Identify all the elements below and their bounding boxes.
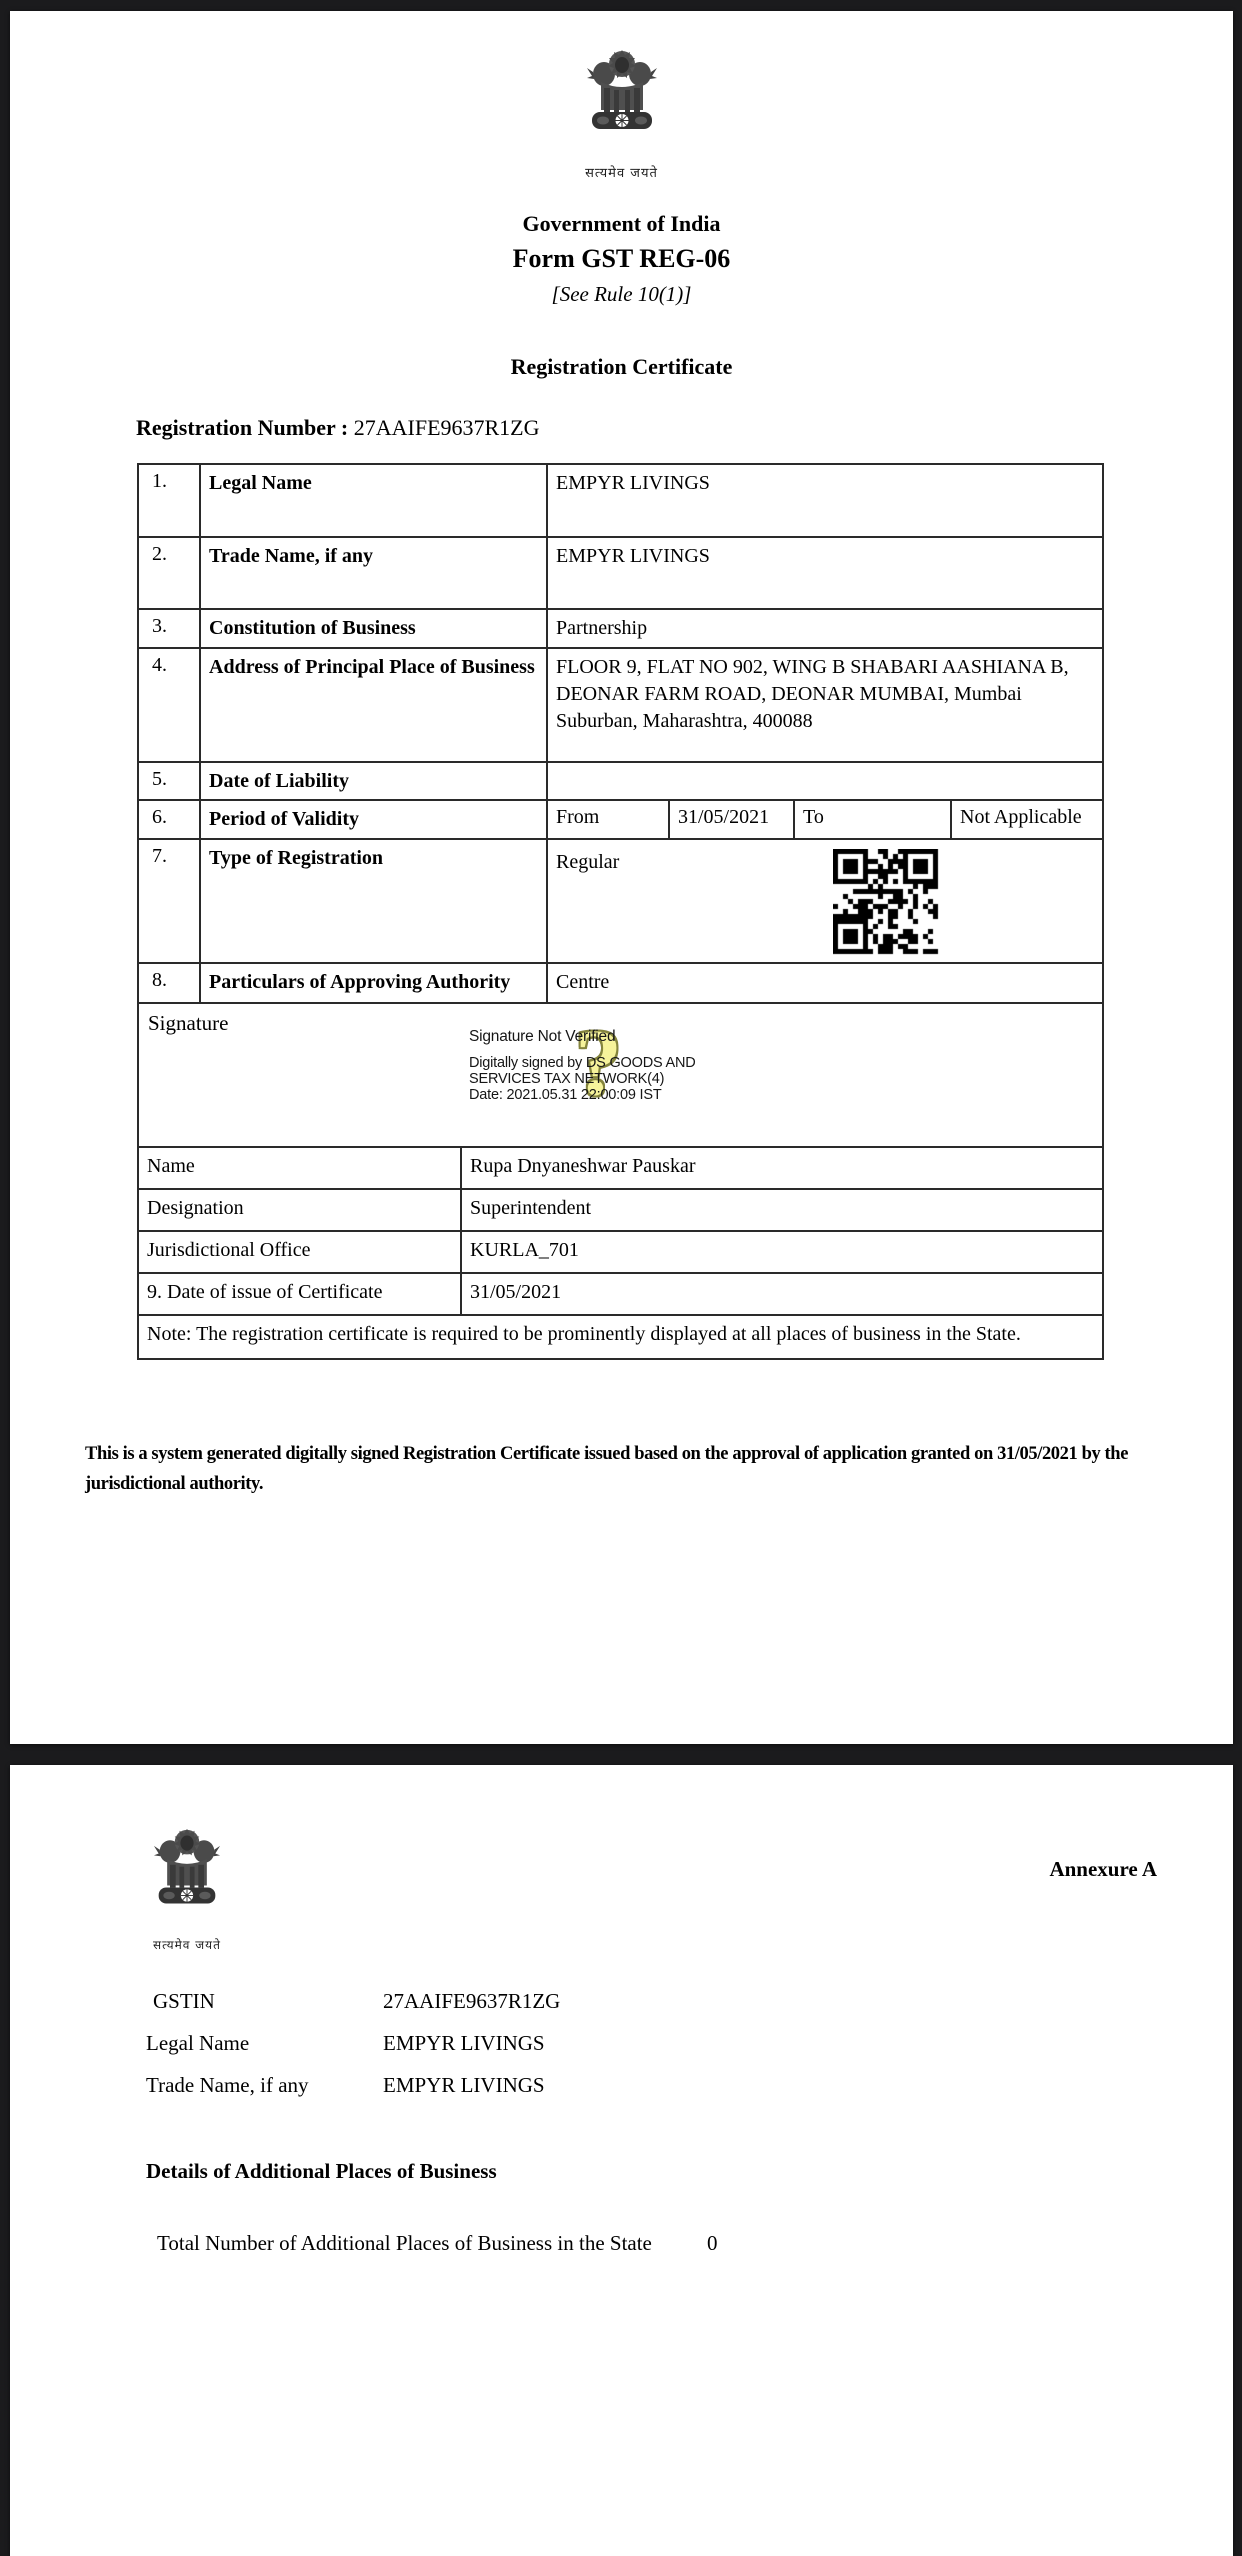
row-number: 3. <box>139 610 201 647</box>
certificate-page-2-annexure <box>10 1765 1233 2556</box>
period-to-label: To <box>795 801 952 838</box>
row-label: 9. Date of issue of Certificate <box>139 1274 462 1314</box>
total-places-value: 0 <box>707 2231 718 2255</box>
info-label: Trade Name, if any <box>146 2073 309 2097</box>
note-text: Note: The registration certificate is required to be prominently displayed at all places of business in the State. <box>147 1323 1021 1345</box>
total-places-label: Total Number of Additional Places of Business in the State <box>157 2231 652 2255</box>
info-row <box>146 2031 560 2073</box>
row-label: Legal Name <box>201 465 548 536</box>
info-value: EMPYR LIVINGS <box>383 2031 545 2055</box>
signature-row <box>139 1004 1102 1148</box>
table-row <box>139 1148 1102 1190</box>
signature-status-text: Signature Not Verified <box>469 1028 616 1045</box>
emblem-block <box>10 48 1233 181</box>
row-label: Address of Principal Place of Business <box>201 649 548 761</box>
header-form-name: Form GST REG-06 <box>512 244 731 273</box>
row-label: Trade Name, if any <box>201 538 548 608</box>
row-value: EMPYR LIVINGS <box>556 545 710 567</box>
registration-details-table <box>137 463 1104 1360</box>
system-generated-note: This is a system generated digitally signed Registration Certificate issued based on the approval of application granted on 31/05/2021 by the jurisdictional authority. <box>85 1444 1129 1494</box>
emblem-of-india-icon <box>151 1827 223 1929</box>
table-row <box>139 964 1102 1004</box>
row-number: 8. <box>139 964 201 1002</box>
info-value: EMPYR LIVINGS <box>383 2073 545 2097</box>
row-value: Partnership <box>556 617 648 639</box>
row-number: 5. <box>139 763 201 799</box>
info-label: Legal Name <box>146 2031 250 2055</box>
row-label: Constitution of Business <box>201 610 548 647</box>
info-value: 27AAIFE9637R1ZG <box>383 1989 561 2013</box>
table-row <box>139 538 1102 610</box>
row-value: 31/05/2021 <box>470 1281 562 1303</box>
period-from-value: 31/05/2021 <box>670 801 795 838</box>
signature-date-line: Date: 2021.05.31 22:00:09 IST <box>469 1087 662 1103</box>
registration-number-label: Registration Number : <box>136 415 349 440</box>
qr-code <box>833 849 939 955</box>
row-label: Period of Validity <box>201 801 548 838</box>
table-row <box>139 763 1102 801</box>
signature-signer-line2: SERVICES TAX NETWORK(4) <box>469 1071 665 1087</box>
annexure-info-rows <box>146 1989 560 2115</box>
table-row <box>139 610 1102 649</box>
signature-signer-line1: Digitally signed by DS GOODS AND <box>469 1055 696 1071</box>
row-value: Centre <box>556 971 610 993</box>
info-label: GSTIN <box>153 1989 215 2013</box>
table-row-type-of-registration <box>139 840 1102 964</box>
row-value: Rupa Dnyaneshwar Pauskar <box>470 1155 696 1177</box>
row-label: Designation <box>139 1190 462 1230</box>
row-number: 7. <box>139 840 201 962</box>
table-row <box>139 1190 1102 1232</box>
row-number: 1. <box>139 465 201 536</box>
info-row <box>146 1989 560 2031</box>
row-label: Particulars of Approving Authority <box>201 964 548 1002</box>
page-title: Registration Certificate <box>510 354 733 379</box>
row-number: 6. <box>139 801 201 838</box>
row-label: Jurisdictional Office <box>139 1232 462 1272</box>
row-value: KURLA_701 <box>470 1239 579 1261</box>
annexure-label: Annexure A <box>1049 1857 1157 1881</box>
header-rule-reference: [See Rule 10(1)] <box>551 282 692 306</box>
period-to-value: Not Applicable <box>960 806 1082 828</box>
info-row <box>146 2073 560 2115</box>
table-row <box>139 1274 1102 1316</box>
row-label: Name <box>139 1148 462 1188</box>
digital-signature-stamp <box>469 1011 696 1115</box>
signature-not-verified-icon: ? <box>575 1011 622 1115</box>
row-value: FLOOR 9, FLAT NO 902, WING B SHABARI AASHIANA B, DEONAR FARM ROAD, DEONAR MUMBAI, Mumbai Suburban, Maharashtra, 400088 <box>556 656 1069 732</box>
table-row-period-of-validity <box>139 801 1102 840</box>
certificate-page-1 <box>10 11 1233 1744</box>
table-row <box>139 649 1102 763</box>
row-label: Type of Registration <box>201 840 548 962</box>
row-value: Regular <box>556 851 620 873</box>
emblem-motto: सत्यमेव जयते <box>153 1938 221 1952</box>
emblem-of-india-icon <box>584 48 660 156</box>
row-value-cell <box>548 840 1102 962</box>
header-government-of-india: Government of India <box>522 211 721 236</box>
table-row <box>139 465 1102 538</box>
signature-label: Signature <box>148 1011 229 1035</box>
emblem-motto: सत्यमेव जयते <box>585 166 658 181</box>
registration-number-line <box>136 415 540 441</box>
row-number: 2. <box>139 538 201 608</box>
row-value: Superintendent <box>470 1197 592 1219</box>
row-value <box>548 763 1102 799</box>
note-row <box>139 1316 1102 1358</box>
row-number: 4. <box>139 649 201 761</box>
row-label: Date of Liability <box>201 763 548 799</box>
additional-places-heading: Details of Additional Places of Business <box>146 2159 497 2183</box>
period-from-label: From <box>548 801 670 838</box>
row-value: EMPYR LIVINGS <box>556 472 710 494</box>
table-row <box>139 1232 1102 1274</box>
registration-number-value: 27AAIFE9637R1ZG <box>353 415 540 440</box>
emblem-block <box>142 1827 232 1953</box>
